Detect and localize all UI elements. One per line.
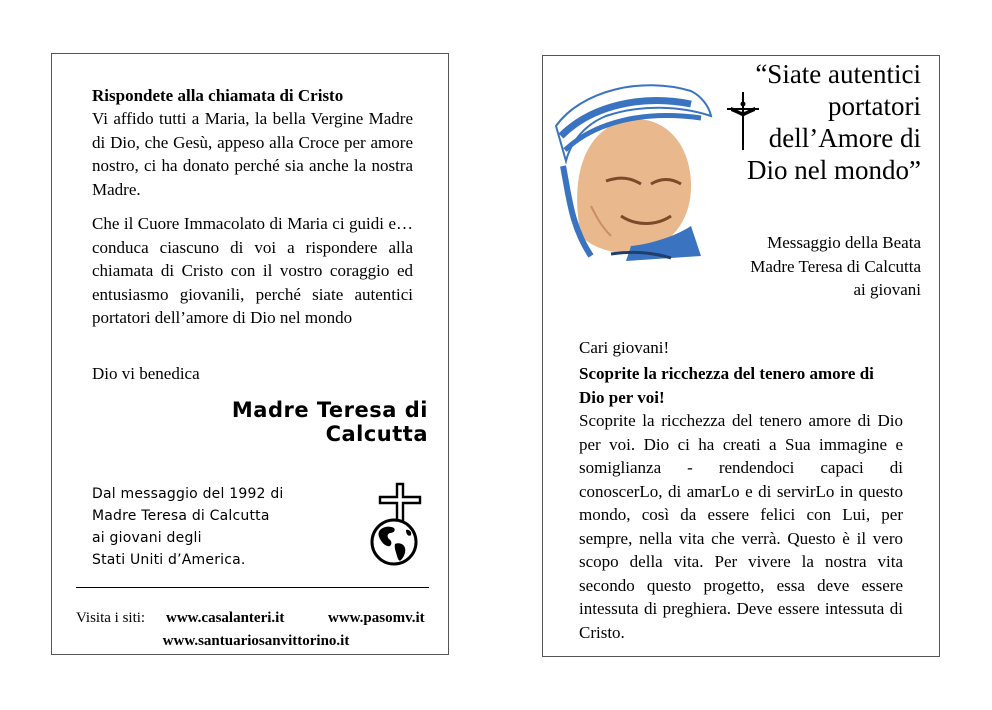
site-link-casalanteri[interactable]: www.casalanteri.it — [166, 610, 285, 626]
right-card — [542, 55, 940, 657]
left-paragraph-2: Che il Cuore Immacolato di Maria ci guidi e… conduca ciascuno di voi a rispondere alla chiamata di Cristo con il vostro coraggio ed entusiasmo giovanili, perché siate autentici portatori dell’amore di Dio nel mondo — [92, 214, 413, 327]
signature-line-1: Madre Teresa di — [231, 398, 428, 422]
sites-footer — [52, 607, 450, 653]
source-line: ai giovani degli — [92, 530, 202, 546]
source-line: Stati Uniti d’America. — [92, 552, 246, 568]
right-body-text: Scoprite la ricchezza del tenero amore di Dio per voi. Dio ci ha creati a Sua immagine e somiglianza - rendendoci capaci di conoscerLo, di amarLo e di servirLo in questo mondo, così da essere felici con Lui, per sempre, nella vita che verrà. Questo è il vero scopo della vita. Per vivere la nostra vita secondo questo progetto, essa deve essere intessuta di preghiera. Deve essere intessuta di Cristo. — [579, 411, 903, 642]
caption-line: Messaggio della Beata — [767, 233, 921, 252]
cross-globe-logo-icon — [368, 482, 430, 568]
caption-line: ai giovani — [853, 280, 921, 299]
blessing-text: Dio vi benedica — [92, 364, 200, 383]
caption-line: Madre Teresa di Calcutta — [750, 256, 921, 276]
divider — [76, 587, 429, 588]
sites-label: Visita i siti: — [76, 610, 146, 626]
quote — [701, 58, 921, 186]
signature — [232, 398, 428, 446]
right-heading: Scoprite la ricchezza del tenero amore di Dio per voi! — [579, 364, 874, 407]
greeting: Cari giovani! — [579, 338, 670, 357]
quote-line: portatori — [828, 91, 921, 121]
message-caption — [681, 231, 921, 302]
site-link-santuario[interactable]: www.santuariosanvittorino.it — [162, 633, 350, 649]
site-link-pasomv[interactable]: www.pasomv.it — [328, 610, 425, 626]
quote-line: “Siate autentici — [755, 59, 921, 89]
signature-line-2: Calcutta — [325, 422, 428, 446]
quote-line: Dio nel mondo” — [747, 155, 921, 185]
quote-line: dell’Amore di — [768, 123, 921, 153]
source-line: Dal messaggio del 1992 di — [92, 486, 284, 502]
left-heading: Rispondete alla chiamata di Cristo — [92, 86, 344, 105]
left-paragraph-1: Vi affido tutti a Maria, la bella Vergine Madre di Dio, che Gesù, appeso alla Croce per amore nostro, ci ha donato perché sia anche la nostra Madre. — [92, 109, 413, 199]
source-line: Madre Teresa di Calcutta — [92, 508, 270, 524]
source-note — [92, 483, 332, 571]
left-card — [51, 53, 449, 655]
